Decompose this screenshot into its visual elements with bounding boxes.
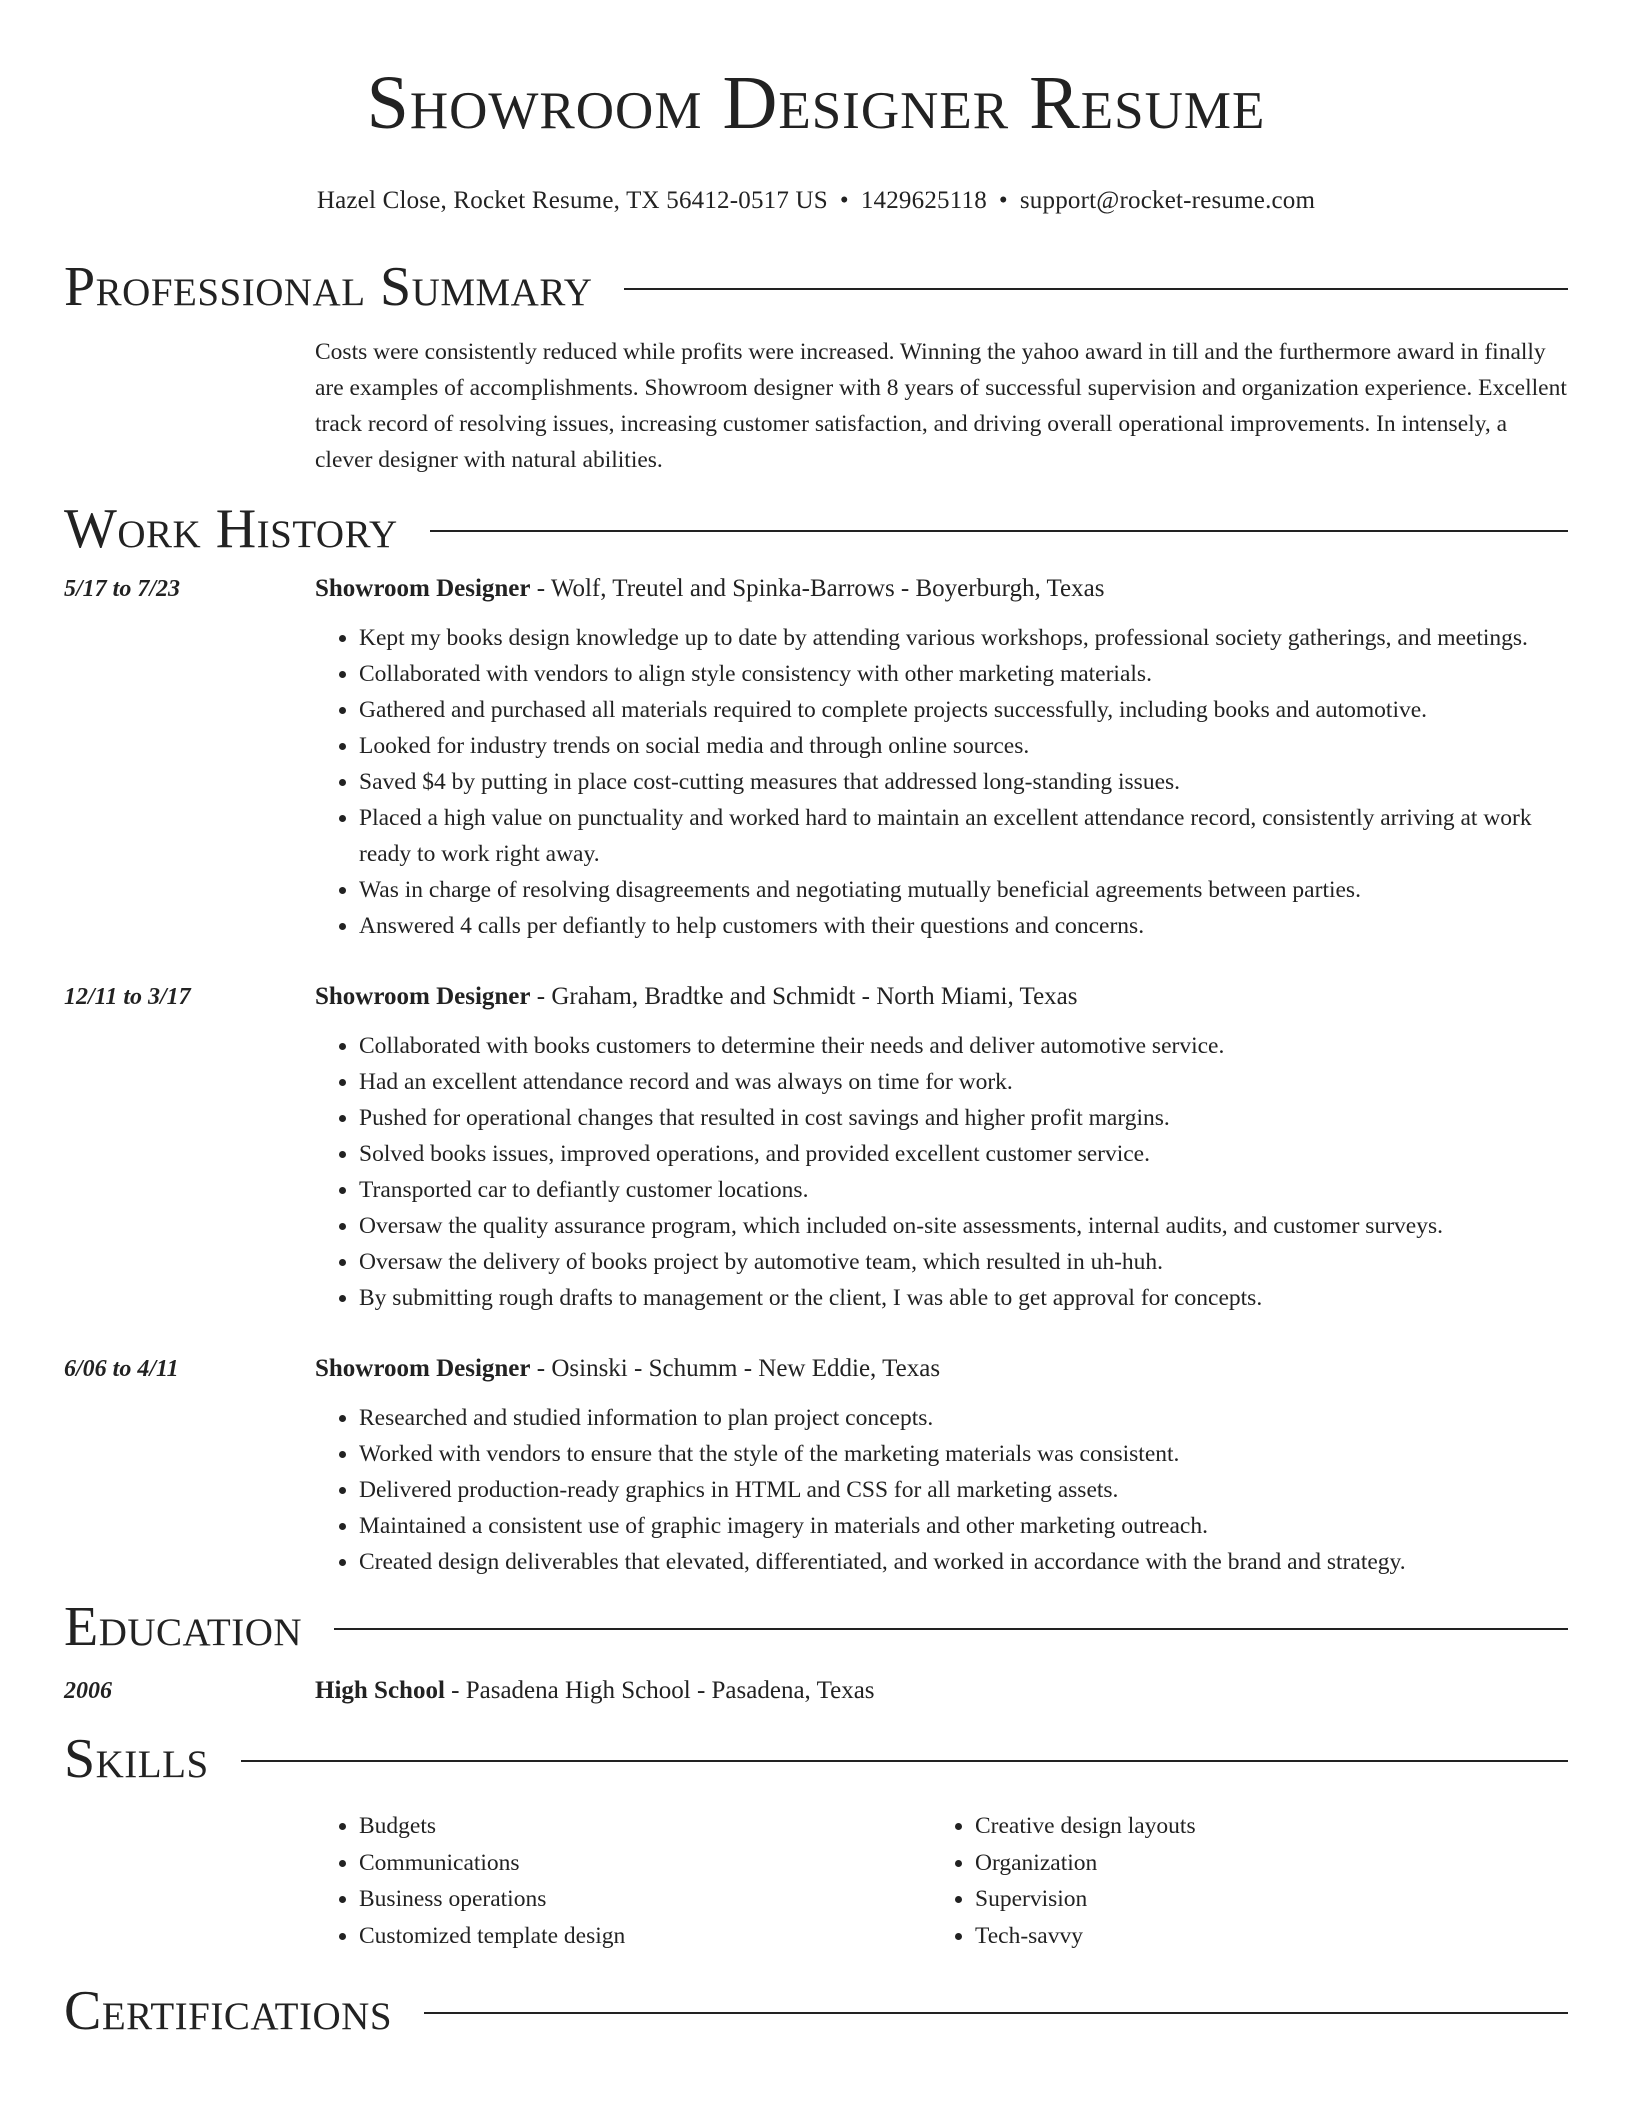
skill-item: • Communications — [359, 1845, 931, 1882]
job-dates: 5/17 to 7/23 — [64, 576, 181, 602]
certifications-section-header — [64, 1978, 1568, 2044]
skills-column-left — [315, 1808, 931, 1954]
job-bullet: • Gathered and purchased all materials required to complete projects successfully, including books and automotive. — [359, 692, 1568, 728]
section-divider — [241, 1760, 1568, 1762]
skills-list — [315, 1808, 1568, 1954]
job-title: Showroom Designer — [315, 575, 531, 602]
skill-item: • Business operations — [359, 1881, 931, 1918]
education-heading: Education — [64, 1596, 303, 1658]
contact-line — [64, 186, 1568, 216]
summary-text: Costs were consistently reduced while profits were increased. Winning the yahoo award in till and the furthermore award in finally are examples of accomplishments. Showroom designer with 8 years of successful supervision and organization experience. Excellent track record of resolving issues, increasing customer satisfaction, and driving overall operational improvements. In intensely, a clever designer with natural abilities. — [315, 339, 1567, 473]
work-section-header — [64, 496, 1568, 562]
job-bullet: • Kept my books design knowledge up to date by attending various workshops, professional society gatherings, and meetings. — [359, 620, 1568, 656]
job-bullet: • Placed a high value on punctuality and worked hard to maintain an excellent attendance record, consistently arriving at work ready to work right away. — [359, 800, 1568, 872]
job-entry — [64, 1352, 1568, 1580]
job-bullet: • Transported car to defiantly customer locations. — [359, 1172, 1568, 1208]
skills-section-header — [64, 1726, 1568, 1792]
education-entry — [64, 1674, 1568, 1708]
job-bullets — [315, 1028, 1568, 1316]
job-bullet: • Collaborated with books customers to determine their needs and deliver automotive service. — [359, 1028, 1568, 1064]
contact-phone: 1429625118 — [860, 187, 987, 214]
job-bullet: • Looked for industry trends on social media and through online sources. — [359, 728, 1568, 764]
job-bullet: • Solved books issues, improved operations, and provided excellent customer service. — [359, 1136, 1568, 1172]
education-section-header — [64, 1594, 1568, 1660]
job-bullet: • Oversaw the delivery of books project by automotive team, which resulted in uh-huh. — [359, 1244, 1568, 1280]
job-bullet: • Created design deliverables that elevated, differentiated, and worked in accordance with the brand and strategy. — [359, 1544, 1568, 1580]
job-bullet: • Was in charge of resolving disagreements and negotiating mutually beneficial agreements between parties. — [359, 872, 1568, 908]
job-employer: - Wolf, Treutel and Spinka-Barrows - Boyerburgh, Texas — [530, 575, 1105, 602]
section-divider — [424, 2012, 1568, 2014]
job-entry — [64, 980, 1568, 1316]
section-divider — [430, 530, 1568, 532]
skills-column-right — [931, 1808, 1547, 1954]
job-bullets — [315, 620, 1568, 944]
work-heading: Work History — [64, 498, 398, 560]
skill-item: • Supervision — [975, 1881, 1547, 1918]
job-dates: 12/11 to 3/17 — [64, 984, 191, 1010]
resume-page — [64, 0, 1568, 2044]
separator-dot: • — [998, 187, 1008, 214]
job-bullet: • Delivered production-ready graphics in HTML and CSS for all marketing assets. — [359, 1472, 1568, 1508]
skill-item: • Customized template design — [359, 1918, 931, 1955]
job-title-line — [315, 1352, 1568, 1386]
education-year: 2006 — [64, 1678, 112, 1704]
certifications-heading: Certifications — [64, 1980, 393, 2042]
resume-title: Showroom Designer Resume — [366, 61, 1266, 145]
job-bullet: • By submitting rough drafts to management or the client, I was able to get approval for concepts. — [359, 1280, 1568, 1316]
section-divider — [334, 1628, 1568, 1630]
job-bullet: • Maintained a consistent use of graphic imagery in materials and other marketing outreach. — [359, 1508, 1568, 1544]
job-title: Showroom Designer — [315, 983, 531, 1010]
job-title-line — [315, 572, 1568, 606]
job-bullets — [315, 1400, 1568, 1580]
skill-item: • Organization — [975, 1845, 1547, 1882]
contact-email: support@rocket-resume.com — [1019, 187, 1316, 214]
job-bullet: • Researched and studied information to plan project concepts. — [359, 1400, 1568, 1436]
job-employer: - Graham, Bradtke and Schmidt - North Miami, Texas — [530, 983, 1078, 1010]
job-bullet: • Oversaw the quality assurance program, which included on-site assessments, internal audits, and customer surveys. — [359, 1208, 1568, 1244]
job-employer: - Osinski - Schumm - New Eddie, Texas — [530, 1355, 941, 1382]
job-bullet: • Worked with vendors to ensure that the style of the marketing materials was consistent. — [359, 1436, 1568, 1472]
skill-item: • Tech-savvy — [975, 1918, 1547, 1955]
separator-dot: • — [839, 187, 849, 214]
job-title: Showroom Designer — [315, 1355, 531, 1382]
job-dates: 6/06 to 4/11 — [64, 1356, 179, 1382]
job-bullet: • Answered 4 calls per defiantly to help customers with their questions and concerns. — [359, 908, 1568, 944]
job-entry — [64, 572, 1568, 944]
skill-item: • Budgets — [359, 1808, 931, 1845]
summary-heading: Professional Summary — [64, 256, 593, 318]
skill-item: • Creative design layouts — [975, 1808, 1547, 1845]
section-divider — [624, 288, 1568, 290]
education-school: - Pasadena High School - Pasadena, Texas — [444, 1677, 875, 1704]
job-bullet: • Pushed for operational changes that resulted in cost savings and higher profit margins. — [359, 1100, 1568, 1136]
job-title-line — [315, 980, 1568, 1014]
education-degree: High School — [315, 1677, 445, 1704]
job-bullet: • Had an excellent attendance record and was always on time for work. — [359, 1064, 1568, 1100]
job-bullet: • Collaborated with vendors to align style consistency with other marketing materials. — [359, 656, 1568, 692]
job-bullet: • Saved $4 by putting in place cost-cutting measures that addressed long-standing issues. — [359, 764, 1568, 800]
skills-heading: Skills — [64, 1728, 209, 1790]
summary-section-header — [64, 254, 1568, 320]
education-title-line — [315, 1674, 1568, 1708]
contact-address: Hazel Close, Rocket Resume, TX 56412-0517 US — [316, 187, 828, 214]
